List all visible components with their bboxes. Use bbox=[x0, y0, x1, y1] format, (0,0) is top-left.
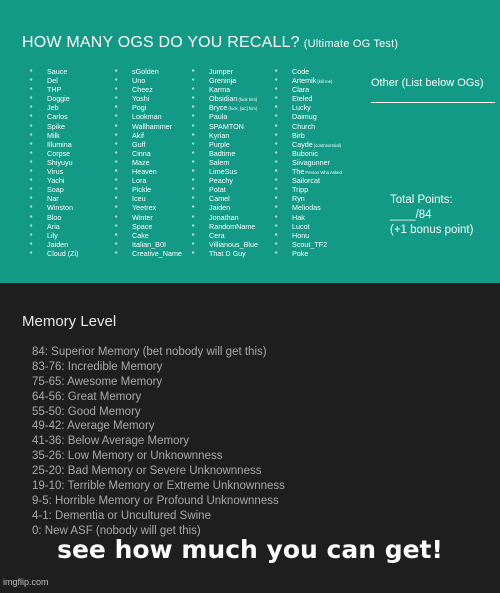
memory-level-item: 25-20: Bad Memory or Severe Unknownness bbox=[32, 465, 262, 478]
og-name-item bbox=[30, 240, 79, 249]
og-test-panel bbox=[0, 0, 500, 283]
og-name: Doggie bbox=[47, 94, 70, 104]
other-label: Other (List below OGs) bbox=[371, 77, 484, 89]
memory-level-list bbox=[32, 345, 285, 539]
og-name: Lucky bbox=[292, 103, 311, 113]
og-name-item bbox=[115, 203, 182, 212]
og-name-item bbox=[192, 176, 258, 185]
og-name-item bbox=[192, 85, 258, 94]
og-name-item bbox=[192, 94, 258, 103]
og-name-item bbox=[275, 94, 342, 103]
og-name-item bbox=[30, 122, 79, 131]
og-name-item bbox=[30, 194, 79, 203]
og-name-item bbox=[115, 231, 182, 240]
og-name: Jaiden bbox=[47, 239, 69, 249]
memory-level-item: 75-65: Awesome Memory bbox=[32, 375, 163, 388]
og-name: Carlos bbox=[47, 112, 68, 122]
og-name-item bbox=[275, 222, 342, 231]
og-name-item bbox=[192, 185, 258, 194]
og-name: Cera bbox=[209, 230, 225, 240]
og-name: Space bbox=[132, 221, 153, 231]
og-name-item bbox=[115, 131, 182, 140]
og-name: sGolden bbox=[132, 67, 159, 76]
og-name-item bbox=[192, 149, 258, 158]
og-name-item bbox=[115, 85, 182, 94]
og-name-item bbox=[115, 167, 182, 176]
og-name: Cloud (Zi) bbox=[47, 248, 79, 258]
og-name-item bbox=[275, 176, 342, 185]
og-name: Del bbox=[47, 76, 58, 86]
og-name: Potat bbox=[209, 185, 226, 195]
og-name-note: (kill me) bbox=[317, 79, 333, 85]
og-name: Virus bbox=[47, 167, 64, 177]
og-name-item bbox=[115, 194, 182, 203]
og-name: Cayde bbox=[292, 139, 313, 149]
og-name-item bbox=[30, 149, 79, 158]
og-name-item bbox=[192, 194, 258, 203]
memory-level-item: 9-5: Horrible Memory or Profound Unknownness bbox=[32, 494, 279, 507]
og-name: Aria bbox=[47, 221, 60, 231]
og-name-item bbox=[275, 167, 342, 176]
og-name-item bbox=[115, 76, 182, 85]
og-name-item bbox=[192, 112, 258, 121]
og-name: Poke bbox=[292, 248, 309, 258]
og-name: THP bbox=[47, 85, 62, 95]
og-name-item bbox=[192, 76, 258, 85]
og-name-item bbox=[192, 167, 258, 176]
og-name: That D Guy bbox=[209, 248, 246, 258]
og-name-item bbox=[115, 176, 182, 185]
og-name-item bbox=[275, 67, 342, 76]
og-name-item bbox=[192, 67, 258, 76]
og-name-item bbox=[192, 213, 258, 222]
og-name-item bbox=[115, 67, 182, 76]
og-name: Cinna bbox=[132, 148, 151, 158]
og-name-item bbox=[275, 194, 342, 203]
og-name-item bbox=[30, 158, 79, 167]
og-name: Pickle bbox=[132, 185, 152, 195]
og-name: Creative_Name bbox=[132, 248, 182, 258]
og-name: Maze bbox=[132, 157, 150, 167]
og-name-item bbox=[115, 249, 182, 258]
og-name: Bubonic bbox=[292, 148, 318, 158]
page-subtitle: (Ultimate OG Test) bbox=[303, 38, 399, 50]
og-name: Hak bbox=[292, 212, 305, 222]
total-points-box bbox=[390, 193, 473, 238]
og-name-item bbox=[30, 112, 79, 121]
og-name: Yachi bbox=[47, 176, 65, 186]
og-name-item bbox=[275, 103, 342, 112]
og-name: Nar bbox=[47, 194, 59, 204]
og-name: Jonathan bbox=[209, 212, 239, 222]
og-name: The bbox=[292, 167, 305, 177]
memory-level-item: 19-10: Terrible Memory or Extreme Unknownness bbox=[32, 480, 285, 493]
og-name-item bbox=[192, 249, 258, 258]
og-name-item bbox=[30, 140, 79, 149]
og-name-item bbox=[115, 213, 182, 222]
og-name-column-3 bbox=[192, 67, 258, 258]
og-name-column-4 bbox=[275, 67, 342, 258]
og-name: Ryn bbox=[292, 194, 305, 204]
og-name-item bbox=[115, 122, 182, 131]
og-name-item bbox=[275, 131, 342, 140]
og-name-item bbox=[30, 167, 79, 176]
og-name: Sailorcat bbox=[292, 176, 320, 186]
og-name: Uno bbox=[132, 76, 146, 86]
memory-level-item: 55-50: Good Memory bbox=[32, 405, 141, 418]
score-line: ____/84 bbox=[390, 209, 432, 221]
memory-level-item: 4-1: Dementia or Uncultured Swine bbox=[32, 509, 211, 522]
og-name: Cheez bbox=[132, 85, 153, 95]
og-name: Jaiden bbox=[209, 203, 231, 213]
og-name: Birb bbox=[292, 130, 305, 140]
og-name-item bbox=[275, 85, 342, 94]
og-name: Milk bbox=[47, 130, 60, 140]
og-name-column-1 bbox=[30, 67, 79, 258]
og-name: Meliodas bbox=[292, 203, 321, 213]
og-name-item bbox=[115, 94, 182, 103]
og-name-item bbox=[115, 158, 182, 167]
og-name: Karma bbox=[209, 85, 231, 95]
og-name: Peachy bbox=[209, 176, 233, 186]
og-name: Wallhammer bbox=[132, 121, 173, 131]
og-name-note: Person Who Asked bbox=[305, 170, 342, 176]
og-name-item bbox=[275, 140, 342, 149]
og-name: Sauce bbox=[47, 67, 68, 76]
og-name-item bbox=[115, 140, 182, 149]
og-name-item bbox=[192, 222, 258, 231]
og-name: Eteled bbox=[292, 94, 313, 104]
og-name-item bbox=[275, 231, 342, 240]
og-name: Villianous_Blue bbox=[209, 239, 259, 249]
og-name-item bbox=[192, 158, 258, 167]
og-name-item bbox=[115, 112, 182, 121]
og-name: Corpse bbox=[47, 148, 71, 158]
meme-caption: see how much you can get! bbox=[57, 535, 443, 564]
og-name: Lucot bbox=[292, 221, 310, 231]
og-name: Daimug bbox=[292, 112, 317, 122]
og-name: Church bbox=[292, 121, 316, 131]
og-name: LimeSus bbox=[209, 167, 237, 177]
og-name: Greninja bbox=[209, 76, 237, 86]
og-name: Yoshi bbox=[132, 94, 150, 104]
og-name-item bbox=[275, 240, 342, 249]
og-name-note: (fuck, [sic] him) bbox=[228, 106, 258, 112]
og-name: Lookman bbox=[132, 112, 162, 122]
other-write-in-line bbox=[371, 102, 495, 103]
og-name: Heaven bbox=[132, 167, 157, 177]
og-name-item bbox=[192, 140, 258, 149]
page-title: HOW MANY OGS DO YOU RECALL? (Ultimate OG Test) bbox=[22, 34, 399, 51]
og-name-item bbox=[30, 185, 79, 194]
og-name: Scout_TF2 bbox=[292, 239, 328, 249]
og-name: Clara bbox=[292, 85, 310, 95]
og-name: Paula bbox=[209, 112, 228, 122]
og-name-item bbox=[192, 103, 258, 112]
og-name: Jeb bbox=[47, 103, 59, 113]
og-name-note: (fuck him) bbox=[238, 97, 258, 103]
og-name-item bbox=[30, 94, 79, 103]
og-name-item bbox=[192, 240, 258, 249]
og-name: Honu bbox=[292, 230, 310, 240]
og-name: Camel bbox=[209, 194, 230, 204]
og-name-item bbox=[115, 103, 182, 112]
og-name-item bbox=[275, 213, 342, 222]
memory-level-item: 35-26: Low Memory or Unknownness bbox=[32, 450, 223, 463]
og-name-item bbox=[275, 203, 342, 212]
memory-level-item: 83-76: Incredible Memory bbox=[32, 360, 163, 373]
og-name: Illumina bbox=[47, 139, 72, 149]
og-name-item bbox=[115, 240, 182, 249]
memory-level-title: Memory Level bbox=[22, 313, 117, 330]
memory-level-item: 0: New ASF (nobody will get this) bbox=[32, 524, 201, 537]
og-name: Bloo bbox=[47, 212, 62, 222]
og-name: Salem bbox=[209, 157, 230, 167]
og-name: Badtime bbox=[209, 148, 236, 158]
og-name-item bbox=[115, 222, 182, 231]
og-name: RandomName bbox=[209, 221, 256, 231]
og-name-item bbox=[275, 112, 342, 121]
og-name-item bbox=[192, 131, 258, 140]
og-name-item bbox=[30, 203, 79, 212]
og-name-item bbox=[30, 85, 79, 94]
og-name: SPAMTON bbox=[209, 121, 244, 131]
memory-level-item: 84: Superior Memory (bet nobody will get this) bbox=[32, 346, 267, 358]
memory-level-item: 49-42: Average Memory bbox=[32, 420, 155, 433]
og-name-item bbox=[30, 222, 79, 231]
og-name-item bbox=[30, 213, 79, 222]
og-name: Akif bbox=[132, 130, 144, 140]
og-name-item bbox=[192, 122, 258, 131]
bonus-point-note: (+1 bonus point) bbox=[390, 224, 474, 236]
og-name-item bbox=[30, 76, 79, 85]
og-name-item bbox=[30, 131, 79, 140]
og-name: Winston bbox=[47, 203, 73, 213]
og-name-column-2 bbox=[115, 67, 182, 258]
og-name: Winter bbox=[132, 212, 153, 222]
imgflip-watermark: imgflip.com bbox=[3, 577, 49, 587]
og-name: Jumper bbox=[209, 67, 233, 76]
og-name: Kyrian bbox=[209, 130, 230, 140]
og-name: Spike bbox=[47, 121, 65, 131]
og-name-item bbox=[115, 149, 182, 158]
og-name: Siivagunner bbox=[292, 157, 330, 167]
og-name-item bbox=[275, 149, 342, 158]
og-name: Lily bbox=[47, 230, 58, 240]
og-name: Purple bbox=[209, 139, 230, 149]
og-name: Obsidian bbox=[209, 94, 238, 104]
total-points-label: Total Points: bbox=[390, 194, 453, 206]
og-name: Artemik bbox=[292, 76, 317, 86]
og-name: Cake bbox=[132, 230, 149, 240]
og-name: Tripp bbox=[292, 185, 309, 195]
og-name-item bbox=[30, 249, 79, 258]
og-name: Iceu bbox=[132, 194, 146, 204]
og-name-item bbox=[275, 158, 342, 167]
og-name-item bbox=[115, 185, 182, 194]
og-name-item bbox=[30, 103, 79, 112]
og-name: Shiyuyu bbox=[47, 157, 73, 167]
og-name: Soap bbox=[47, 185, 64, 195]
og-name: Guff bbox=[132, 139, 146, 149]
memory-level-item: 64-56: Great Memory bbox=[32, 390, 142, 403]
og-name-item bbox=[30, 176, 79, 185]
og-name-item bbox=[192, 231, 258, 240]
og-name: Bryce bbox=[209, 103, 228, 113]
og-name: Lora bbox=[132, 176, 147, 186]
og-name-item bbox=[275, 122, 342, 131]
og-name-item bbox=[192, 203, 258, 212]
og-name-item bbox=[30, 67, 79, 76]
og-name-item bbox=[275, 249, 342, 258]
og-name-item bbox=[30, 231, 79, 240]
og-name: Italian_B0I bbox=[132, 239, 166, 249]
og-name-item bbox=[275, 76, 342, 85]
og-name-note: (controversial) bbox=[313, 142, 342, 148]
memory-level-item: 41-36: Below Average Memory bbox=[32, 435, 190, 448]
og-name: Pogi bbox=[132, 103, 147, 113]
og-name-item bbox=[275, 185, 342, 194]
og-name: Yeetrex bbox=[132, 203, 157, 213]
og-name: Code bbox=[292, 67, 310, 76]
